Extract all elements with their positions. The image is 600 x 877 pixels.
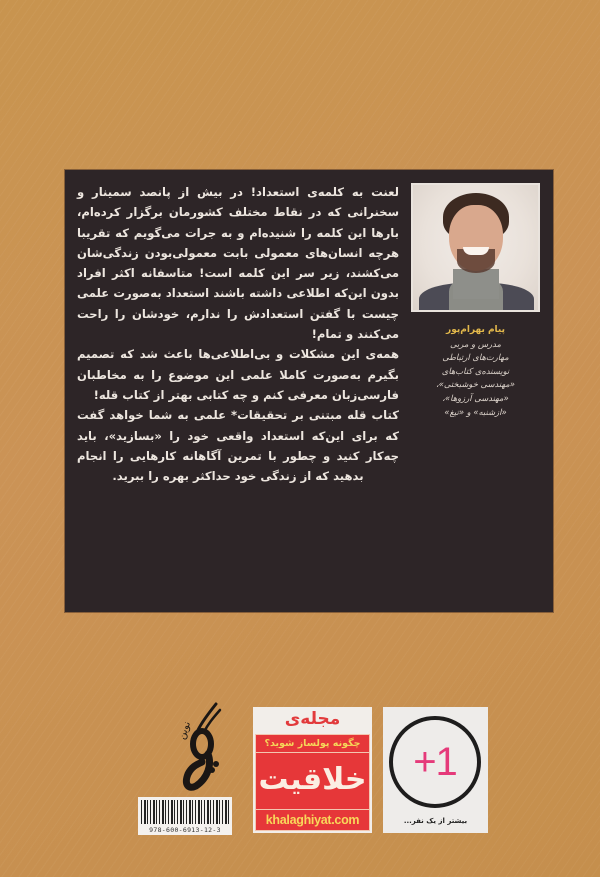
magazine-url: khalaghiyat.com [256, 809, 369, 827]
blurb-panel [65, 170, 553, 612]
author-bio-line: مدرس و مربی [450, 338, 501, 349]
magazine-red-panel [255, 734, 370, 831]
plus-one-circle-icon [389, 716, 481, 808]
blurb-paragraph-1: لعنت به کلمه‌ی استعداد! در بیش از پانصد سمینار و سخنرانی که در نقاط مختلف کشورمان برگزار کرده‌ام، بارها این کلمه را شنیده‌ام و به جرات می‌گویم که تقریبا هرچه انسان‌های معمولی بابت معمولی‌بودن زندگی‌شان می‌کشند، زیر سر این کلمه است! متاسفانه اکثر افراد بدون این‌که اطلاعی داشته باشند استعداد به‌صورت علمی چیست با گفتن استعدادش را ندارم، خودشان را راحت می‌کنند و تمام! [77, 185, 399, 342]
barcode-bars-icon [141, 800, 229, 824]
author-bio-line: «مهندسی خوشبختی»، [436, 379, 515, 390]
isbn-barcode [138, 797, 232, 835]
author-photo-smile [463, 247, 489, 255]
plus-one-badge [383, 707, 488, 833]
magazine-title: مجله‌ی [284, 709, 341, 729]
publisher-logo-subtext: نوین [176, 720, 194, 742]
blurb-paragraph-3: کتاب قله مبتنی بر تحقیقات* علمی به شما خواهد گفت که برای این‌که استعداد واقعی خود را «بسازید»، باید چه‌کار کنید و چطور با تمرین آگاهانه کارهایی را انجام بدهید که از زندگی خود حداکثر بهره را ببرید. [77, 408, 399, 484]
plus-one-label: +1 [413, 739, 457, 784]
blurb-paragraph-2: همه‌ی این مشکلات و بی‌اطلاعی‌ها باعث شد که تصمیم بگیرم به‌صورت کاملا علمی این موضوع را به مخاطبان فارسی‌زبان معرفی کنم و چه کتابی بهتر از کتاب قله! [77, 347, 399, 402]
author-bio-line: «ازشنبه» و «تیغ» [444, 406, 507, 417]
author-photo [413, 185, 538, 310]
author-bio [413, 324, 538, 419]
author-name: پیام بهرام‌پور [446, 325, 505, 335]
magazine-subtitle: چگونه پولساز شوید؟ [256, 738, 369, 753]
magazine-logo: خلاقیت [258, 762, 367, 797]
isbn-number: 978-600-6913-12-3 [149, 826, 221, 834]
publisher-logo-icon [158, 700, 230, 796]
author-bio-line: «مهندسی آرزوها»، [442, 392, 509, 403]
plus-one-caption: بیشتر از یک نفر... [403, 817, 468, 825]
author-bio-line: نویسنده‌ی کتاب‌های [441, 365, 510, 376]
blurb-text [77, 182, 399, 486]
magazine-badge [253, 707, 372, 833]
author-photo-neck [453, 269, 499, 299]
author-bio-line: مهارت‌های ارتباطی [442, 352, 509, 363]
